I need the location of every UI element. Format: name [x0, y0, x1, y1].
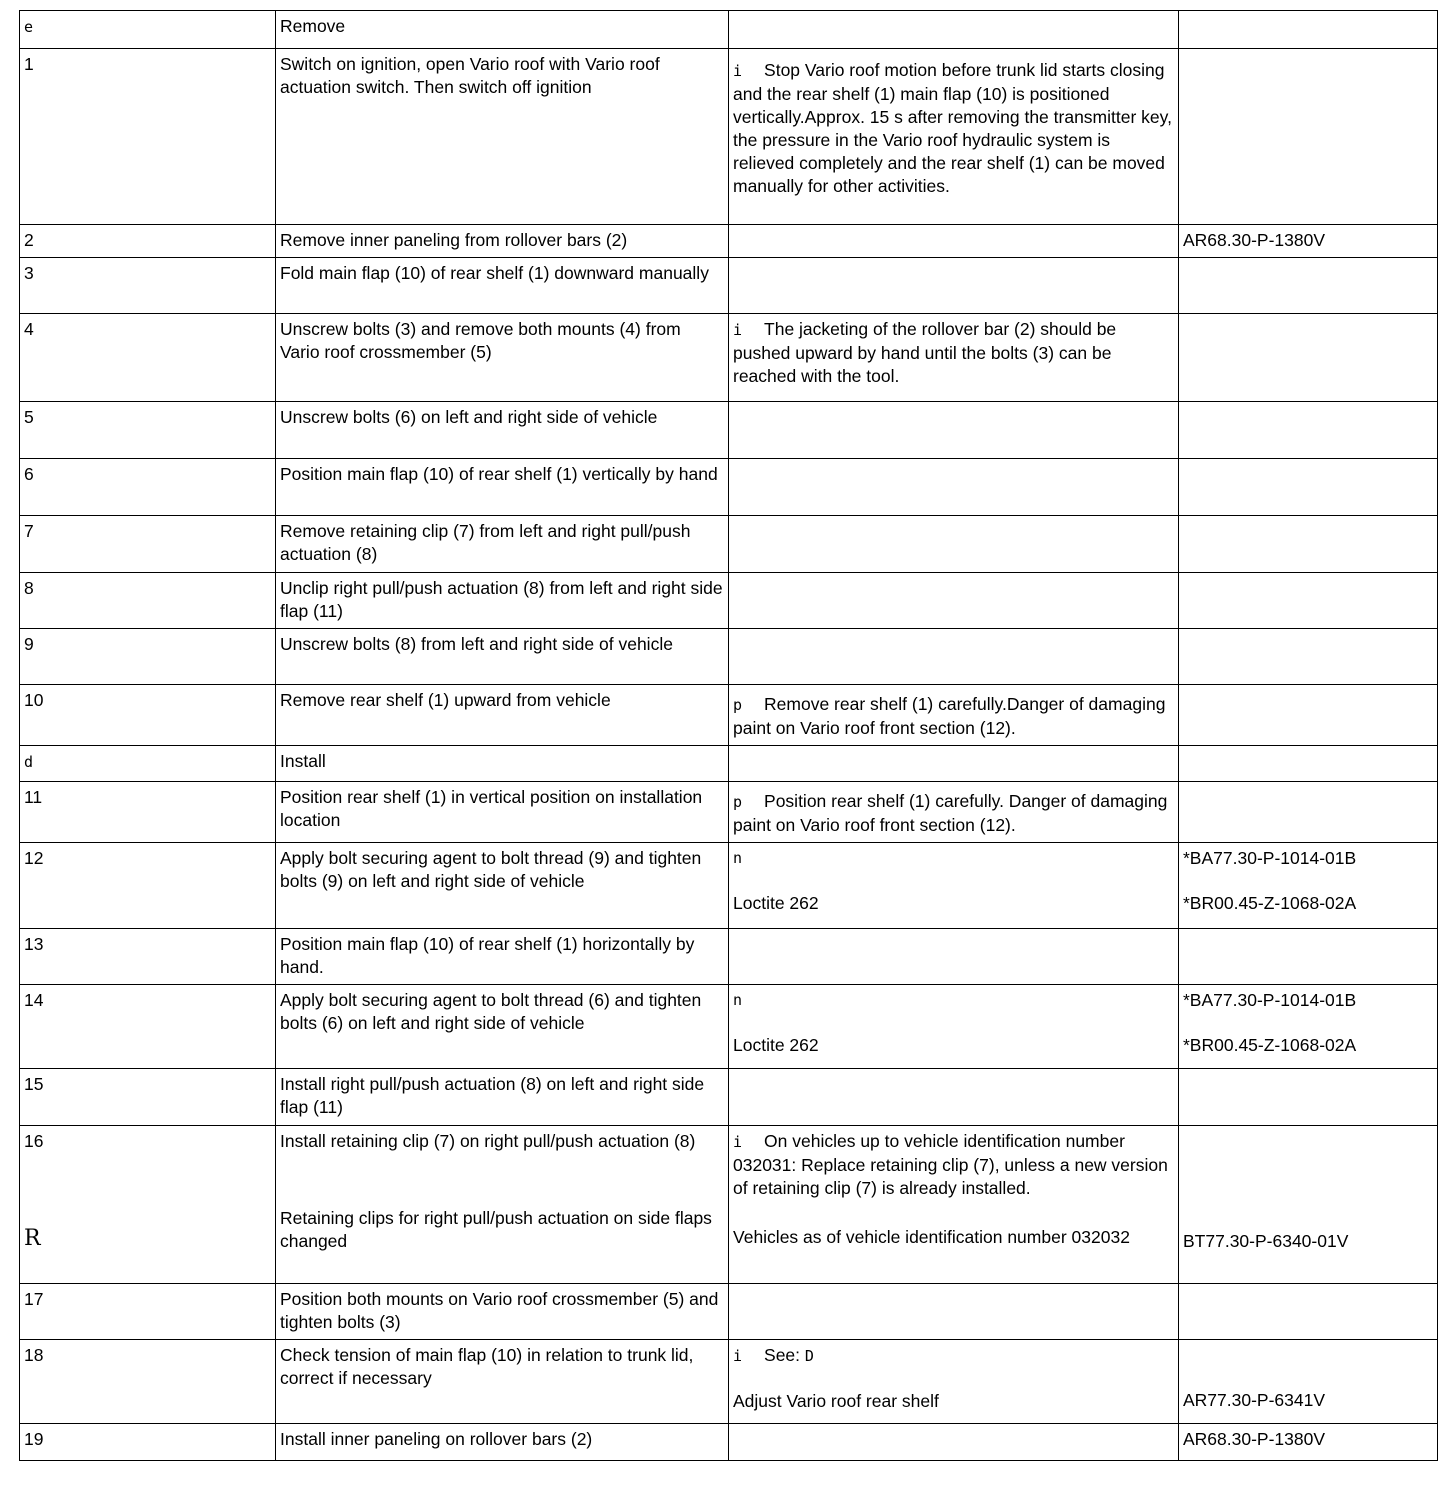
caution-icon: p — [733, 793, 743, 811]
step-cell: 7 — [20, 516, 276, 573]
table-row — [20, 1126, 1438, 1284]
notes-cell — [729, 629, 1179, 685]
notes-cell — [729, 402, 1179, 459]
table-row — [20, 629, 1438, 685]
notes-cell: i Stop Vario roof motion before trunk lid starts closing and the rear shelf (1) main flap (10) is positioned vertically.Approx. 15 s after removing the transmitter key, the pressure in the Vario roof hydraulic system is relieved completely and the rear shelf (1) can be moved manually for other activities. — [729, 49, 1179, 225]
action-cell: Apply bolt securing agent to bolt thread (9) and tighten bolts (9) on left and right side of vehicle — [276, 843, 729, 929]
ref-cell — [1179, 516, 1438, 573]
ref-cell — [1179, 11, 1438, 49]
notes-cell: i On vehicles up to vehicle identification number 032031: Replace retaining clip (7), unless a new version of retaining clip (7) is already installed. Vehicles as of vehicle identification number 032032 — [729, 1126, 1179, 1284]
info-icon: i — [733, 62, 743, 80]
table-row — [20, 782, 1438, 843]
action-cell: Check tension of main flap (10) in relation to trunk lid, correct if necessary — [276, 1340, 729, 1424]
step-cell: 5 — [20, 402, 276, 459]
table-row — [20, 402, 1438, 459]
document-link-icon[interactable]: D — [804, 1347, 814, 1365]
notes-cell: n Loctite 262 — [729, 843, 1179, 929]
action-cell: Unscrew bolts (6) on left and right side of vehicle — [276, 402, 729, 459]
notes-cell: p Position rear shelf (1) carefully. Danger of damaging paint on Vario roof front section (12). — [729, 782, 1179, 843]
action-cell: Install inner paneling on rollover bars (2) — [276, 1424, 729, 1461]
table-row — [20, 746, 1438, 782]
step-cell: 12 — [20, 843, 276, 929]
ref-cell — [1179, 1284, 1438, 1340]
ref-cell — [1179, 746, 1438, 782]
info-icon: i — [733, 321, 743, 339]
action-cell: Remove inner paneling from rollover bars (2) — [276, 225, 729, 258]
procedure-table — [19, 10, 1438, 1461]
info-icon: i — [733, 1133, 743, 1151]
notes-cell — [729, 225, 1179, 258]
ref-cell — [1179, 629, 1438, 685]
table-row — [20, 314, 1438, 402]
ref-cell — [1179, 929, 1438, 985]
action-cell: Apply bolt securing agent to bolt thread (6) and tighten bolts (6) on left and right side of vehicle — [276, 985, 729, 1069]
notes-cell — [729, 258, 1179, 314]
notes-cell: n Loctite 262 — [729, 985, 1179, 1069]
action-cell: Fold main flap (10) of rear shelf (1) downward manually — [276, 258, 729, 314]
action-cell: Install retaining clip (7) on right pull/push actuation (8) Retaining clips for right pull/push actuation on side flaps changed — [276, 1126, 729, 1284]
table-row — [20, 1424, 1438, 1461]
step-cell: 10 — [20, 685, 276, 746]
ref-cell: *BA77.30-P-1014-01B *BR00.45-Z-1068-02A — [1179, 843, 1438, 929]
ref-cell — [1179, 314, 1438, 402]
ref-cell — [1179, 685, 1438, 746]
step-cell: d — [20, 746, 276, 782]
table-row — [20, 49, 1438, 225]
step-cell: 2 — [20, 225, 276, 258]
step-cell: 16 R — [20, 1126, 276, 1284]
step-cell: 13 — [20, 929, 276, 985]
revision-marker: R — [24, 1226, 41, 1251]
action-cell: Unscrew bolts (3) and remove both mounts (4) from Vario roof crossmember (5) — [276, 314, 729, 402]
ref-cell — [1179, 573, 1438, 629]
action-cell: Position main flap (10) of rear shelf (1) vertically by hand — [276, 459, 729, 516]
notes-cell — [729, 459, 1179, 516]
note-icon: n — [733, 991, 743, 1009]
action-cell: Unclip right pull/push actuation (8) from left and right side flap (11) — [276, 573, 729, 629]
step-cell: 6 — [20, 459, 276, 516]
ref-cell[interactable]: AR68.30-P-1380V — [1179, 225, 1438, 258]
notes-cell — [729, 11, 1179, 49]
action-cell: Remove — [276, 11, 729, 49]
info-icon: i — [733, 1347, 743, 1365]
note-icon: n — [733, 849, 743, 867]
step-cell: 17 — [20, 1284, 276, 1340]
table-row — [20, 843, 1438, 929]
action-cell: Position rear shelf (1) in vertical position on installation location — [276, 782, 729, 843]
table-row — [20, 225, 1438, 258]
ref-cell — [1179, 402, 1438, 459]
notes-cell — [729, 516, 1179, 573]
table-row — [20, 11, 1438, 49]
table-row — [20, 459, 1438, 516]
notes-cell: i See: D Adjust Vario roof rear shelf — [729, 1340, 1179, 1424]
step-cell: 3 — [20, 258, 276, 314]
ref-cell: BT77.30-P-6340-01V — [1179, 1126, 1438, 1284]
step-cell: 9 — [20, 629, 276, 685]
table-row — [20, 685, 1438, 746]
step-cell: 11 — [20, 782, 276, 843]
notes-cell — [729, 1284, 1179, 1340]
ref-cell[interactable]: AR68.30-P-1380V — [1179, 1424, 1438, 1461]
ref-cell — [1179, 49, 1438, 225]
action-cell: Install — [276, 746, 729, 782]
notes-cell — [729, 746, 1179, 782]
action-cell: Remove retaining clip (7) from left and right pull/push actuation (8) — [276, 516, 729, 573]
step-cell: 14 — [20, 985, 276, 1069]
notes-cell — [729, 929, 1179, 985]
table-row — [20, 985, 1438, 1069]
table-row — [20, 1340, 1438, 1424]
ref-cell — [1179, 258, 1438, 314]
ref-cell: AR77.30-P-6341V — [1179, 1340, 1438, 1424]
ref-cell — [1179, 1069, 1438, 1126]
notes-cell: i The jacketing of the rollover bar (2) should be pushed upward by hand until the bolts (3) can be reached with the tool. — [729, 314, 1179, 402]
table-row — [20, 1284, 1438, 1340]
action-cell: Position both mounts on Vario roof crossmember (5) and tighten bolts (3) — [276, 1284, 729, 1340]
ref-cell: *BA77.30-P-1014-01B *BR00.45-Z-1068-02A — [1179, 985, 1438, 1069]
action-cell: Remove rear shelf (1) upward from vehicle — [276, 685, 729, 746]
notes-cell: p Remove rear shelf (1) carefully.Danger of damaging paint on Vario roof front section (12). — [729, 685, 1179, 746]
table-row — [20, 573, 1438, 629]
step-cell: 4 — [20, 314, 276, 402]
step-cell: e — [20, 11, 276, 49]
table-row — [20, 516, 1438, 573]
step-cell: 19 — [20, 1424, 276, 1461]
caution-icon: p — [733, 696, 743, 714]
notes-cell — [729, 1069, 1179, 1126]
step-cell: 1 — [20, 49, 276, 225]
action-cell: Position main flap (10) of rear shelf (1) horizontally by hand. — [276, 929, 729, 985]
notes-cell — [729, 1424, 1179, 1461]
table-row — [20, 929, 1438, 985]
action-cell: Unscrew bolts (8) from left and right side of vehicle — [276, 629, 729, 685]
table-row — [20, 258, 1438, 314]
step-cell: 15 — [20, 1069, 276, 1126]
action-cell: Install right pull/push actuation (8) on left and right side flap (11) — [276, 1069, 729, 1126]
step-cell: 18 — [20, 1340, 276, 1424]
action-cell: Switch on ignition, open Vario roof with Vario roof actuation switch. Then switch off ignition — [276, 49, 729, 225]
ref-cell — [1179, 782, 1438, 843]
ref-cell — [1179, 459, 1438, 516]
notes-cell — [729, 573, 1179, 629]
step-cell: 8 — [20, 573, 276, 629]
table-row — [20, 1069, 1438, 1126]
